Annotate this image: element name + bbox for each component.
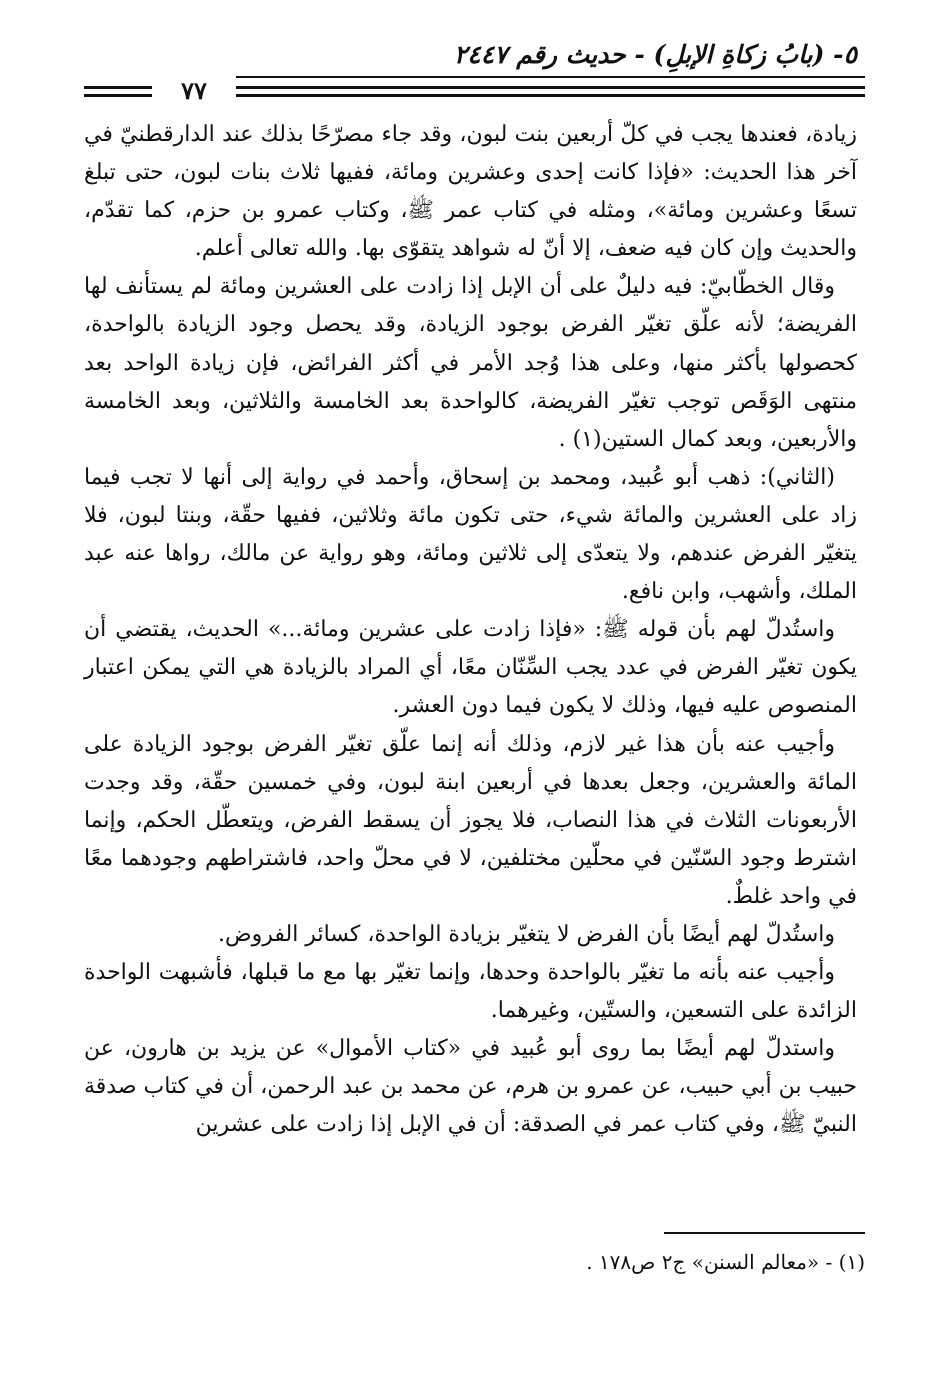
paragraph: واستدلّ لهم أيضًا بما روى أبو عُبيد في «كتاب الأموال» عن يزيد بن هارون، عن حبيب بن أبي حبيب، عن عمرو بن هرم، عن محمد بن عبد الرحمن، أن في كتاب صدقة النبيّ ﷺ، وفي كتاب عمر في الصدقة: أن في الإبل إذا زادت على عشرين [84,1036,857,1138]
paragraph: واستُدلّ لهم بأن قوله ﷺ: «فإذا زادت على عشرين ومائة...» الحديث، يقتضي أن يكون تغيّر الفرض في عدد يجب السِّنّان معًا، أي المراد بالزيادة هي التي يمكن اعتبار المنصوص عليه فيها، وذلك لا يكون فيما دون العشر. [84,617,858,719]
header-rule-left [84,94,152,97]
header-rule-right [236,94,865,97]
title-underline [236,76,865,78]
header-rule-right [236,86,865,89]
footnote: (١) - «معالم السنن» ج٢ ص١٧٨ . [586,1250,865,1274]
paragraph: وأجيب عنه بأنه ما تغيّر بالواحدة وحدها، وإنما تغيّر بها مع ما قبلها، فأشبهت الواحدة الزائدة على التسعين، والستّين، وغيرهما. [84,960,857,1024]
paragraph: (الثاني): ذهب أبو عُبيد، ومحمد بن إسحاق، وأحمد في رواية إلى أنها لا تجب فيما زاد على العشرين والمائة شيء، حتى تكون مائة وثلاثين، ففيها حقّة، وبنتا لبون، فلا يتغيّر الفرض عندهم، ولا يتعدّى إلى ثلاثين ومائة، وهو رواية عن مالك، رواها عنه عبد الملك، وأشهب، وابن نافع. [84,464,857,605]
paragraph: وقال الخطّابيّ: فيه دليلٌ على أن الإبل إذا زادت على العشرين ومائة لم يستأنف لها الفريضة؛ لأنه علّق تغيّر الفرض بوجود الزيادة، وقد يحصل وجود الزيادة بالواحدة، كحصولها بأكثر منها، وعلى هذا وُجد الأمر في أكثر الفرائض، فإن زيادة الواحد بعد منتهى الوَقَص توجب تغيّر الفريضة، كالواحدة بعد الخامسة والثلاثين، وبعد الخامسة والأربعين، وبعد كمال الستين(١) . [84,274,858,452]
footnote-rule [664,1232,865,1234]
body-text [84,116,857,1145]
paragraph: واستُدلّ لهم أيضًا بأن الفرض لا يتغيّر بزيادة الواحدة، كسائر الفروض. [218,921,835,947]
paragraph: وأجيب عنه بأن هذا غير لازم، وذلك أنه إنما علّق تغيّر الفرض بوجود الزيادة على المائة والعشرين، وجعل بعدها في أربعين ابنة لبون، وفي خمسين حقّة، وقد وجدت الأربعونات الثلاث في هذا النصاب، فلا يجوز أن يسقط الفرض، ويتعطّل الحكم، وإنما اشترط وجود السّنّين في محلّين مختلفين، لا في محلّ واحد، فاشتراطهم وجودهما معًا في واحد غلطٌ. [84,731,857,909]
page-number: ٧٧ [181,76,207,105]
running-title: ٥- (بابُ زكاةِ الإبلِ) - حديث رقم ٢٤٤٧ [453,40,857,69]
header-rule-left [84,86,152,89]
paragraph: زيادة، فعندها يجب في كلّ أربعين بنت لبون، وقد جاء مصرّحًا بذلك عند الدارقطنيّ في آخر هذا الحديث: «فإذا كانت إحدى وعشرين ومائة، ففيها ثلاث بنات لبون، حتى تبلغ تسعًا وعشرين ومائة»، ومثله في كتاب عمر ﷺ، وكتاب عمرو بن حزم، كما تقدّم، والحديث وإن كان فيه ضعف، إلا أنّ له شواهد يتقوّى بها. والله تعالى أعلم. [84,122,857,262]
